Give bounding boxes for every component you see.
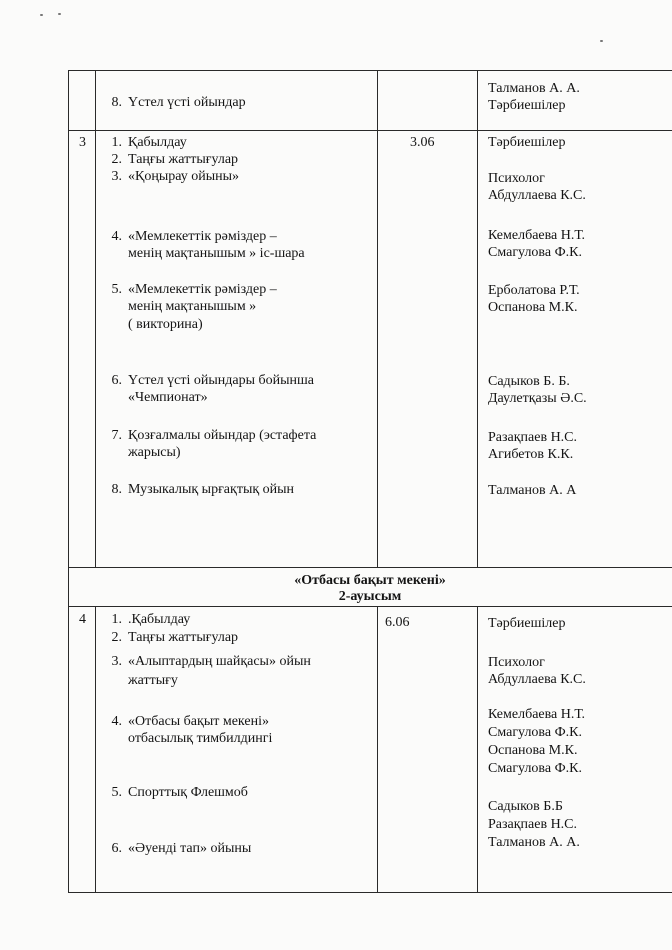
- responsible-name: Смагулова Ф.К.: [488, 245, 582, 260]
- activity-item-continued: жарысы): [128, 445, 181, 460]
- responsible-name: Разақпаев Н.С.: [488, 817, 578, 832]
- activity-item-continued: отбасылық тимбилдингі: [128, 731, 273, 746]
- row-line: [68, 130, 672, 131]
- responsible-name: Разақпаев Н.С.: [488, 430, 578, 445]
- row-line: [68, 567, 672, 568]
- responsible-name: Кемелбаева Н.Т.: [488, 228, 586, 243]
- activity-item-continued: жаттығу: [128, 673, 178, 688]
- responsible-name: Тәрбиешілер: [488, 98, 566, 113]
- row-date: 6.06: [385, 615, 410, 630]
- responsible-name: Психолог: [488, 655, 545, 670]
- activity-item: 2. Таңғы жаттығулар: [111, 630, 239, 645]
- section-subtitle: 2-ауысым: [338, 589, 402, 604]
- scan-speck: [40, 14, 43, 16]
- responsible-name: Ерболатова Р.Т.: [488, 283, 580, 298]
- activity-item-continued: ( викторина): [128, 317, 203, 332]
- activity-item: 7. Қозғалмалы ойындар (эстафета: [111, 428, 317, 443]
- activity-item: 5. Спорттық Флешмоб: [111, 785, 248, 800]
- col-divider-number: [95, 606, 96, 893]
- activity-item-continued: менің мақтанышым » іс-шара: [128, 246, 305, 261]
- activity-item: 4. «Отбасы бақыт мекені»: [111, 714, 269, 729]
- row-line: [68, 606, 672, 607]
- col-divider-date: [377, 606, 378, 893]
- activity-item: 5. «Мемлекеттік рәміздер –: [111, 282, 277, 297]
- row-date: 3.06: [410, 135, 435, 150]
- section-title: «Отбасы бақыт мекені»: [294, 573, 446, 588]
- activity-item: 2. Таңғы жаттығулар: [111, 152, 239, 167]
- col-divider-number: [95, 70, 96, 567]
- responsible-name: Садыков Б. Б.: [488, 374, 570, 389]
- responsible-name: Талманов А. А.: [488, 81, 580, 96]
- activity-item: 3. «Алыптардың шайқасы» ойын: [111, 654, 311, 669]
- col-divider-date: [377, 70, 378, 567]
- responsible-name: Кемелбаева Н.Т.: [488, 707, 586, 722]
- responsible-name: Талманов А. А: [488, 483, 577, 498]
- activity-item-continued: «Чемпионат»: [128, 390, 208, 405]
- activity-item: 8. Үстел үсті ойындар: [111, 95, 246, 110]
- col-divider-responsible: [477, 70, 478, 567]
- activity-item-continued: менің мақтанышым »: [128, 299, 257, 314]
- activity-item: 6. «Әуенді тап» ойыны: [111, 841, 252, 856]
- col-divider-responsible: [477, 606, 478, 893]
- activity-item: 4. «Мемлекеттік рәміздер –: [111, 229, 277, 244]
- responsible-name: Агибетов К.К.: [488, 447, 574, 462]
- responsible-name: Смагулова Ф.К.: [488, 761, 582, 776]
- responsible-name: Садыков Б.Б: [488, 799, 563, 814]
- responsible-name: Тәрбиешілер: [488, 616, 566, 631]
- row-line: [68, 70, 672, 71]
- responsible-name: Абдуллаева К.С.: [488, 188, 586, 203]
- activity-item: 8. Музыкалық ырғақтық ойын: [111, 482, 295, 497]
- responsible-name: Оспанова М.К.: [488, 743, 578, 758]
- responsible-name: Психолог: [488, 171, 545, 186]
- row-line: [68, 892, 672, 893]
- activity-item: 1. Қабылдау: [111, 135, 187, 150]
- responsible-name: Даулетқазы Ә.С.: [488, 391, 587, 406]
- responsible-name: Смагулова Ф.К.: [488, 725, 582, 740]
- activity-item: 1. .Қабылдау: [111, 612, 191, 627]
- responsible-name: Талманов А. А.: [488, 835, 580, 850]
- activity-item: 3. «Қоңырау ойыны»: [111, 169, 240, 184]
- row-number: 3: [79, 135, 86, 150]
- table-border-left: [68, 70, 69, 893]
- activity-item: 6. Үстел үсті ойындары бойынша: [111, 373, 315, 388]
- responsible-name: Тәрбиешілер: [488, 135, 566, 150]
- scan-speck: [600, 40, 603, 42]
- responsible-name: Абдуллаева К.С.: [488, 672, 586, 687]
- row-number: 4: [79, 612, 86, 627]
- scan-speck: [58, 13, 61, 15]
- responsible-name: Оспанова М.К.: [488, 300, 578, 315]
